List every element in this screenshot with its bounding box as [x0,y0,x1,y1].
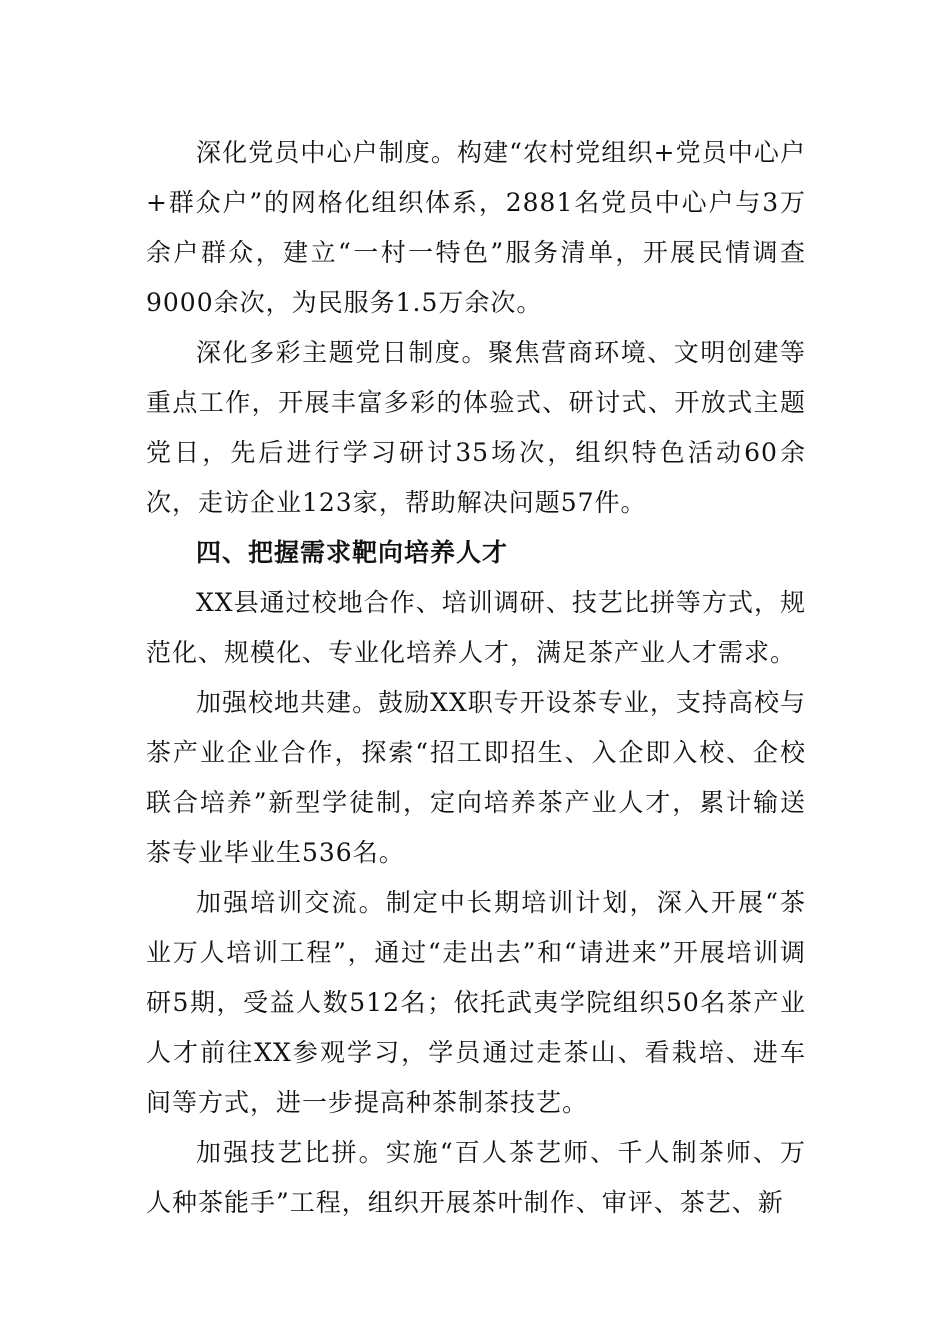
paragraph-skill-competition: 加强技艺比拼。实施“百人茶艺师、千人制茶师、万人种茶能手”工程，组织开展茶叶制作、审评、茶艺、新 [146,1138,806,1217]
document-body [146,128,806,1228]
paragraph-talent-intro: XX县通过校地合作、培训调研、技艺比拼等方式，规范化、规模化、专业化培养人才，满足茶产业人才需求。 [146,588,806,667]
paragraph-school-cooperation: 加强校地共建。鼓励XX职专开设茶专业，支持高校与茶产业企业合作，探索“招工即招生、入企即入校、企校联合培养”新型学徒制，定向培养茶产业人才，累计输送茶专业毕业生536名。 [146,688,806,867]
section-heading: 四、把握需求靶向培养人才 [196,538,509,567]
paragraph-theme-party-day: 深化多彩主题党日制度。聚焦营商环境、文明创建等重点工作，开展丰富多彩的体验式、研讨式、开放式主题党日，先后进行学习研讨35场次，组织特色活动60余次，走访企业123家，帮助解决问题57件。 [146,338,806,517]
paragraph-party-member-households: 深化党员中心户制度。构建“农村党组织+党员中心户+群众户”的网格化组织体系，2881名党员中心户与3万余户群众，建立“一村一特色”服务清单，开展民情调查9000余次，为民服务1.5万余次。 [146,138,806,317]
paragraph-training-exchange: 加强培训交流。制定中长期培训计划，深入开展“茶业万人培训工程”，通过“走出去”和“请进来”开展培训调研5期，受益人数512名；依托武夷学院组织50名茶产业人才前往XX参观学习，学员通过走茶山、看栽培、进车间等方式，进一步提高种茶制茶技艺。 [146,888,806,1117]
